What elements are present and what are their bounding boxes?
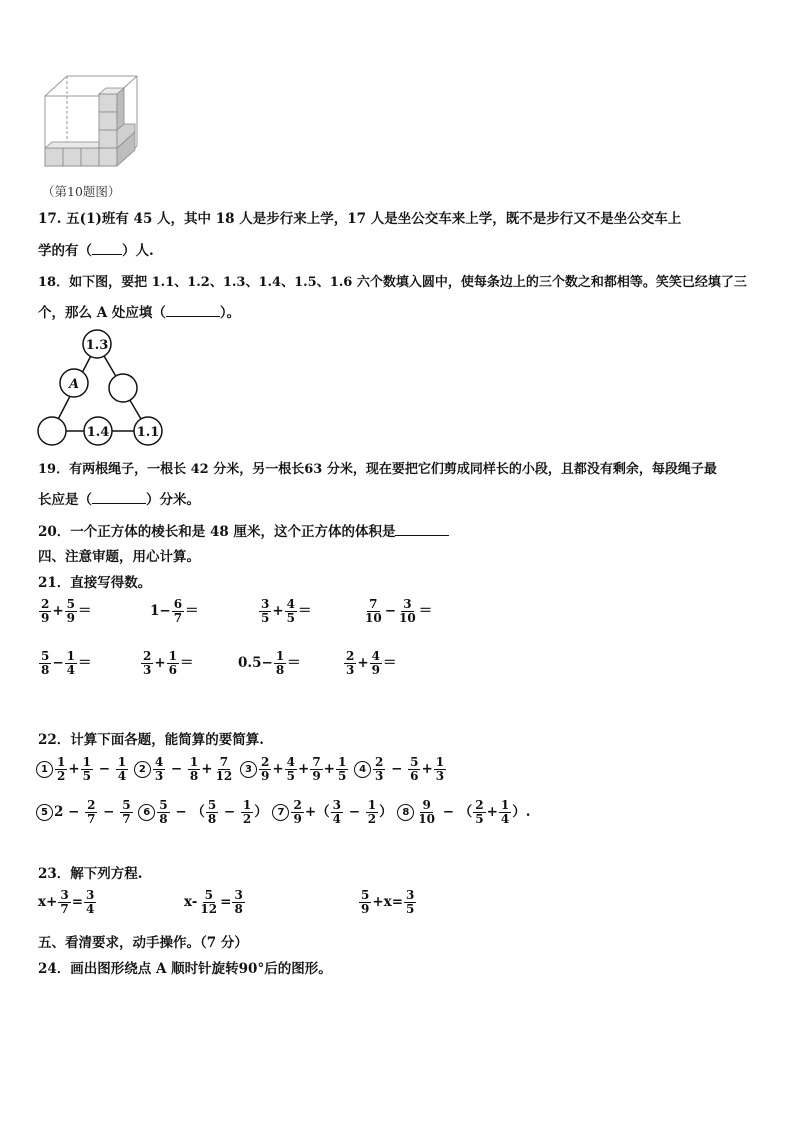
answer-blank[interactable] [166,316,220,317]
q24-text: 24．画出图形绕点 A 顺时针旋转90°后的图形。 [38,961,332,977]
q18-line1: 18．如下图，要把 1.1、1.2、1.3、1.4、1.5、1.6 六个数填入圆中，使每条边上的三个数之和都相等。笑笑已经填了三 [38,275,747,290]
q17-line2: 学的有（ ）人. [38,243,154,259]
answer-blank[interactable] [92,503,146,504]
circled-number-3: 3 [240,761,257,778]
node-bottom-right-label: 1.1 [136,425,160,440]
node-a-label: A [68,377,80,392]
circled-number-5: 5 [36,804,53,821]
q21-item-5: $\frac{5}{8}$ − $\frac{1}{4}$ ＝ [41,649,92,677]
q21-item-1: $\frac{2}{9}$ + $\frac{5}{9}$ ＝ [41,597,92,625]
q21-item-7: 0.5− $\frac{1}{8}$ ＝ [238,649,301,677]
q23-equation-2: x- $\frac{5}{12}$ = $\frac{3}{8}$ [184,888,243,916]
q19-line2: 长应是（ ）分米。 [38,492,200,508]
q21-title: 21．直接写得数。 [38,575,152,591]
q17-line1: 17. 五(1)班有 45 人，其中 18 人是步行来上学，17 人是坐公交车来上学，既不是步行又不是坐公交车上 [38,211,682,227]
q18-triangle-diagram [36,328,166,446]
q21-item-3: $\frac{3}{5}$ + $\frac{4}{5}$ ＝ [261,597,312,625]
circled-number-6: 6 [138,804,155,821]
q22-title: 22．计算下面各题，能简算的要简算. [38,732,264,748]
q23-equation-1: x+ $\frac{3}{7}$ = $\frac{3}{4}$ [38,888,95,916]
figure-10-caption: （第10题图） [42,184,121,199]
circled-number-2: 2 [134,761,151,778]
circled-number-1: 1 [36,761,53,778]
q20-line: 20．一个正方体的棱长和是 48 厘米，这个正方体的体积是 [38,520,449,540]
q21-item-6: $\frac{2}{3}$ + $\frac{1}{6}$ ＝ [143,649,194,677]
section-5-title: 五、看清要求，动手操作。（7 分） [38,935,248,951]
node-right-mid [109,374,137,402]
q23-title: 23．解下列方程. [38,866,143,882]
q22-row1: 1 $\frac{1}{2}$ + $\frac{1}{5}$ − $\frac{1}{4}$ 2 $\frac{4}{3}$ − $\frac{1}{8}$ + $\frac{7}{12}$ 3 $\frac{2}{9}$ + $\frac{4}{5}$ + $\frac{7}{9}$ + $\frac{1}{5}$ 4 $\frac{2}{3}$ − $\frac{5}{6}$ + $\frac{1}{3}$ [36,756,447,783]
node-top-label: 1.3 [85,338,109,353]
q19-line1: 19．有两根绳子，一根长 42 分米，另一根长63 分米，现在要把它们剪成同样长的小段，且都没有剩余，每段绳子最 [38,462,717,477]
answer-blank[interactable] [395,535,449,536]
q18-line2: 个，那么 A 处应填（ ）。 [38,305,241,321]
node-bottom-mid-label: 1.4 [86,425,110,440]
section-4-title: 四、注意审题，用心计算。 [38,549,200,565]
circled-number-7: 7 [272,804,289,821]
circled-number-8: 8 [397,804,414,821]
figure-10-cube [40,72,140,172]
node-bottom-left [38,417,66,445]
q21-item-2: 1− $\frac{6}{7}$ ＝ [150,597,199,625]
q22-row2: 5 2 − $\frac{2}{7}$ − $\frac{5}{7}$ 6 $\frac{5}{8}$ − （ $\frac{5}{8}$ − $\frac{1}{2}$ ） 7 $\frac{2}{9}$ +（ $\frac{3}{4}$ − $\frac{1}{2}$ ） 8 $\frac{9}{10}$ − （ $\frac{2}{5}$ + $\frac{1}{4}$ ）. [36,799,530,826]
q21-item-4: $\frac{7}{10}$ − $\frac{3}{10}$ ＝ [365,597,433,625]
circled-number-4: 4 [354,761,371,778]
answer-blank[interactable] [92,254,122,255]
q23-equation-3: $\frac{5}{9}$ +x= $\frac{3}{5}$ [361,888,415,916]
q21-item-8: $\frac{2}{3}$ + $\frac{4}{9}$ ＝ [346,649,397,677]
